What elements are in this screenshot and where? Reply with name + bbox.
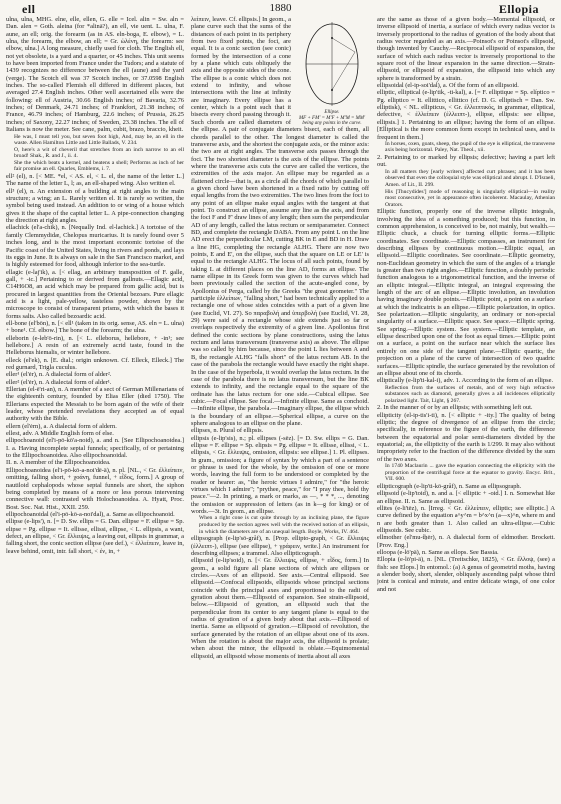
entry-text: ellipsoidal (el-ip-soi'dal), a. Of the form of an ellipsoid. [377, 82, 519, 90]
entry-text: ellest, adv. A Middle English form of else. [6, 430, 114, 438]
running-head-left: ell [22, 2, 36, 16]
dictionary-entry [377, 534, 555, 549]
dictionary-entry [6, 437, 184, 459]
dictionary-entry [6, 134, 184, 147]
entry-text: Ellopia (e-lō'pi-ä), n. [NL. (Treitschke, 1825), < Gr. ἔλλοψ, (see) a fish: see Elops.] In entomol.: (a) A genus of geometrid moths, having a slender body, short, slender, obliquely ascending palpi whose third joint is conical and minute, and entire delicate wings, of one color and not [377, 556, 555, 593]
entry-text: He was, I must tell you, but seven foot high, And, may be, an ell in the waste. Allen Hamilton Little and Little Ballads, V. 234. [14, 133, 184, 147]
dictionary-entry [6, 459, 184, 466]
entry-text: ellipticity (el-ip-tis'i-ti), n. [< elliptic + -ity.] The quality of being elliptic; the degree of divergence of an ellipse from the circle; specifically, in reference to the figure of the earth, the difference between the equatorial and polar semi-diameters divided by the equatorial; as, the ellipticity of the earth is 1/299. It may also without impropriety refer to the fraction of the difference divided by the sum of the two axes. [377, 411, 555, 463]
dictionary-entry [377, 169, 555, 189]
entry-text: Ellerian (el-ē'ri-an), n. A member of a sect of German Millenarians of the eighteenth century, founded by Elias Eller (died 1750). The Ellerians expected the Messiah to be born again of the wife of their leader, whose pretended revelations they accepted as of equal authority with the Bible. [6, 386, 184, 423]
entry-text: O, here's a wit of cheveril that stretches from an inch narrow to an ell broad! Shak., R. and J., ii. 4. [14, 146, 184, 160]
dictionary-entry [6, 379, 184, 386]
dictionary-entry [377, 490, 555, 505]
column-2 [191, 16, 369, 802]
dictionary-entry [6, 147, 184, 160]
dictionary-entry [377, 189, 555, 209]
dictionary-entry [6, 423, 184, 430]
entry-text: His [Thucydides'] mode of reasoning is singularly elliptical—in reality most consecutive, yet in appearance often incoherent. Macaulay, Athenian Orators. [385, 188, 555, 208]
entry-text: ellipochoanoidal (el'i-pō-kō-a-noi'dal), a. Same as ellipochoanoid. [6, 510, 175, 518]
dictionary-columns [6, 16, 555, 802]
entry-text: λείπειν, leave. Cf. ellipsis.] In geom., a plane curve such that the sums of the distances of each point in its periphery from two fixed points, the foci, are equal. It is a conic section (see conic) formed by the intersection of a cone by a plane which cuts obliquely the axis and the opposite sides of the cone. The ellipse is a conic which does not extend to infinity, and whose intersections with the line at infinity are imaginary. Every ellipse has a center, which is a point such that it bisects every chord passing through it. Such chords are called diameters of the ellipse. A pair of conjugate diameters bisect, each of them, all chords parallel to the other. The longest diameter is called the transverse axis, and the shortest the conjugate axis, or the minor axis: the two are at right angles. The transverse axis passes through the foci. The two shortest diameter is the axis of the ellipse. The points where the transverse axis cuts the curve are called the vertices, the extremities of the axis major. An ellipse may be regarded as a flattened circle—that is, as a circle all the chords of which parallel to a given chord have been shortened in a fixed ratio by cutting off equal lengths from the two extremities. The two lines from the foci to any point of an ellipse make equal angles with the tangent at that point. To construct an ellipse, assume any line as the axis, and from the foci F and F' draw lines of any length; then sum the perpendicular AD of any length, called the latus rectum or semiparameter. Connect BD, and complete the rectangle DABA. From any point L on the line AD erect the perpendicular LM, cutting BK in E and BD in H. Draw a line HG, completing the rectangle ALHG. There are now two points, E and E', on the ellipse, such that the square on LE or LE' is equal to the rectangle ALHG. The locus of all such points, found by taking L at different places on the line AD, forms an ellipse. The name ellipse in its Greek form was given to the curves which had been previously called the section of the acute-angled cone, by Apollonius of Perga, called by the Greeks "the great geometer." The participle ἐλλείπων, "falling short," had been technically applied to a rectangle one of whose sides coincides with a part of a given line (see Euclid, VI. 27). So παραβολή and ὑπερβολή (see Euclid, VI. 28, 29) were said of a rectangle whose side extends just so far or overlaps respectively the extremity of a given line. Apollonius first defined the conic sections by plane constructions, using the latus rectum and latus transversum (transverse axis) as above. The ellipse was so called by him because, since the point L lies between A and B, the rectangle ALHG "falls short" of the latus rectum AB. In the case of the parabola the rectangle would have exactly the right shape. In the case of the hyperbola, it would overlap the latus rectum. In the case of the parabola there is no latus transversum, but the line BK extends to infinity, and the rectangle equal to the square of the ordinate has the latus rectum for one side.—Cubical ellipse. See cubic.—Focal ellipse. See focal.—Infinite ellipse. Same as conchoid.—Infinite ellipse, the parabola.—Imaginary ellipse, the ellipse which is the boundary of an ellipse.—Spherical ellipse, a curve on the sphere analogous to an ellipse on the plane. [191, 16, 369, 427]
dictionary-entry [377, 556, 555, 593]
dictionary-entry [377, 141, 555, 154]
entry-text: ell³ (el), n. An extension of a building at right angles to the main structure; a wing; an L. Rarely written el. It is rarely so written, the symbol being used instead. An addition to or wing of a house which gives it the shape of the capital letter L. A pipe-connection changing the direction at right angles. [6, 187, 184, 225]
dictionary-entry [377, 549, 555, 556]
dictionary-entry [377, 404, 555, 411]
dictionary-entry [377, 463, 555, 483]
entry-text: ellites (e-li'tēz), n. [Irreg. < Gr. ἐλλείπειν, elliptic; see elliptic.] A curve defined by the equation a^y^m = b^x^n (a—x)^n, where m and n are both greater than 1. Also called an ultra-ellipse.—Cubic ellipsoids. See cubic. [377, 504, 555, 534]
entry-text: When a right cone is cut quite through by an inclining plane, the figure produced by the section agrees well with the received notion of an ellipsis, in which the diameters are of an unequal length. Boyle, Works, IV. 464. [199, 515, 369, 535]
entry-text: ellipsoid (e-lip'soid), n. [< Gr. ἔλλειψις, ellipse, + εἶδος, form.] In geom., a solid figure all plane sections of which are ellipses or circles.—Axes of an ellipsoid. See axis.—Central ellipsoid. See ellipsoid.—Confocal ellipsoids, ellipsoids whose principal sections coincide with the principal axes and proportional to the radii of gyration about them.—Ellipsoid of expansion. See strain-ellipsoid, below.—Ellipsoid of gyration, an ellipsoid such that the perpendicular from its center to any tangent plane is equal to the radius of gyration of a given body about that axis.—Ellipsoid of inertia. Same as ellipsoid of gyration.—Ellipsoid of revolution, the surface generated by the rotation of an ellipse about one of its axes. When the rotation is about the major axis, the ellipsoid is prolate; when about the minor, the ellipsoid is oblate.—Equimomental ellipsoid, an ellipsoid whose moments of inertia about all axes [191, 557, 369, 660]
entry-text: ellipsoid (e-lip'toid), n. and a. [< elliptic + -oid.] I. n. Somewhat like an ellipse. II. n. Same as ellipsoid. [377, 490, 555, 505]
entry-text: elleborin (e-leb'ō-rin), n. [< L. elleborus, hellebore, + -in¹; see hellebore.] A resin of an extremely acrid taste, found in the Helleborus hiemalis, or winter hellebore. [6, 334, 184, 357]
entry-text: Reflection from the surfaces of metals, and of very high refractive substances such as diamond, generally gives a all incidences elliptically polarized light. Tait, Light, § 267. [385, 384, 555, 404]
entry-text: In 1740 Maclaurin ... gave the equation connecting the ellipticity with the proportion of the centrifugal force at the equator to gravity. Encyc. Brit., VII. 600. [385, 463, 555, 483]
dictionary-entry [6, 335, 184, 357]
entry-text: Elliptic function, properly one of the inverse elliptic integrals, involving the idea of a something produced; but this function, in common apprehension, is conceived to be, not mainly, but wealth.—Elliptic chuck, a chuck for turning elliptic forms.—Elliptic coordinates. See coordinate.—Elliptic compasses, an instrument for describing ellipses by continuous motion.—Elliptic equal, an ellipsoid.—Elliptic coordinates. See coordinate.—Elliptic geometry, non-Euclidean geometry in which the sum of the angles of a triangle is greater than two right angles.—Elliptic function, a doubly periodic function analogous to a trigonometrical function, and the inverse of an elliptic integral.—Elliptic integral, an integral expressing the length of the arc of an ellipse.—Elliptic involution, an involution having imaginary double points.—Elliptic point, a point on a surface at which the indicatrix is an ellipse.—Elliptic polarization, in optics. See polarization.—Elliptic singularity, an ordinary or non-special singularity of a surface.—Elliptic space. See space.—Elliptic spring. See spring.—Elliptic system. See system.—Elliptic template, an ellipse described upon one of the foot as equal times.—Elliptic point on a surface, a point on the surface near which the surface lies entirely on one side of the tangent plane.—Elliptic quartic, the projection on a plane of the curve of intersection of two quadric surfaces.—Elliptic spindle, the surface generated by the revolution of an ellipse about one of its chords. [377, 208, 555, 377]
figure-caption: MF + FM' = M'F + M'M = MM' being any points in the curve. [298, 115, 366, 127]
dictionary-entry [377, 385, 555, 405]
entry-text: ellagic (e-laj'ik), a. [< ellag, an arbitrary transposition of F. galle, gall, + -ic.] Pertaining to or derived from gallnuts.—Ellagic acid, C14H6O8, an acid which may be prepared from gallic acid, but is procured in largest quantities from the Oriental bezoars. Pure ellagic acid is a light, pale-yellow, tasteless powder, shown by the microscope to consist of transparent prisms, with which the bases it forms salts. Also called bezoardic acid. [6, 268, 184, 320]
dictionary-entry [6, 269, 184, 320]
running-head-right: Ellopia [498, 2, 539, 16]
entry-text: ell² (el), n. [< ME. *el, < AS. el, < L. el, the name of the letter L.] The name of the letter L, l; as, an ell-shaped wing. Also written el. [6, 173, 184, 188]
entry-text: ellern (el'ėrn), a. A dialectal form of aldern. [6, 422, 117, 430]
column-3 [377, 16, 555, 802]
entry-text: ellmother (el'mu-ṫẖėr), n. A dialectal form of eldmother. Brockett. [Prov. Eng.] [377, 534, 555, 549]
dictionary-entry [6, 224, 184, 268]
entry-text: ulna, ulna, MHG. elne, elle, ellen, G. elle = Icel. alin = Sw. aln = Dan. alen = Goth. aleina (for *alinā?), an ell, vie uent. L. ulna, F. aune, an ell; orig. the forearm (as in AS. eln-boga, E. elbow), = L. ulna, the forearm, the elbow, an ell; = Gr. ὠλένη, the forearm: see elbow, ulna.] A long measure, chiefly used for cloth. The English ell, not yet obsolete, is a yard and a quarter, or 45 inches. This unit seems to have been imported from France under the Tudors; and a statute of 1439 recognizes no difference between the ell (aune) and the yard (verge). The Scotch ell was 37 Scotch inches, or 37.0598 English inches. The so-called Flemish ell differed in different places, but averaged 27.4 English inches. Other well ascertained ells were the following: ell of Austria, 30.66 English inches; of Bavaria, 32.76 inches; of Denmark, 24.71 inches; of Frankfort, 21.38 inches; of France, 46.79 inches; of Hamburg, 22.6 inches; of Prussia, 26.25 inches; of Saxony, 22.27 inches; of Sweden, 23.38 inches. The ell of Italians is now the meter. See cane, palm, cubit, brazo, braccio, kheit. [6, 16, 184, 134]
entry-text: elliptic, elliptical (e-lip'tik, -ti-kal), a. [= F. elliptique = Sp. elíptico = Pg. elliptico = It. ellittico, ellittico (cf. D. G. elliptisch = Dan. Sw. elliptisk), < NL. ellipticus, < Gr. ἐλλειπτικός, in grammar, elliptical, defective, < ἐλλείπειν (ἐλλειπτ-), ellipse, ellipsis: see ellipse, ellipsis.] 1. Pertaining to an ellipse; having the form of an ellipse. [Elliptical is the more common form except in technical uses, and is frequent in them.] [377, 89, 555, 141]
dictionary-entry [191, 427, 369, 434]
dictionary-entry [377, 208, 555, 377]
dictionary-entry [6, 430, 184, 437]
entry-text: are the same as those of a given body.—Momental ellipsoid, or inverse ellipsoid of inertia, a surface of which every radius vector is inversely proportional to the radius of gyration of the body about that radius vector regarded as an axis.—Poinsot's or Poinsot's ellipsoid, though invented by Cauchy.—Reciprocal ellipsoid of expansion, the surface of which each radius vector is inversely proportional to the square root of the linear expansion in the same direction.—Strain-ellipsoid, or ellipsoid of expansion, the ellipsoid into which any sphere is transformed by a strain. [377, 16, 555, 82]
entry-text: 2. Pertaining to or marked by ellipsis; defective; having a part left out. [377, 154, 555, 169]
entry-text: elliptically (e-lip'ti-kal-i), adv. 1. According to the form of an ellipse. [377, 377, 554, 385]
entry-text: In horses, oxen, goats, sheep, the pupil of the eye is elliptical, the transverse axis being horizontal. Paley, Nat. Theol., xii. [385, 140, 555, 154]
dictionary-entry [191, 535, 369, 557]
column-1 [6, 16, 184, 802]
dictionary-entry [6, 371, 184, 378]
dictionary-entry [377, 82, 555, 89]
entry-text: ellipse (e-lips'), n. [= D. Sw. ellips = G. Dan. ellipse = F. ellipse = Sp. elipse = Pg. ellipse = It. ellisse, ellissi, ellipse, < L. ellipsis, a want, defect, an ellipse, < Gr. ἔλλειψις, a leaving out, ellipsis in grammar, a falling short, the conic section ellipse (see def.), < ἐλλείπειν, leave in, leave behind, omit, intr. fall short, < ἐν, in, + [6, 518, 184, 555]
page-number: 1880 [269, 2, 292, 14]
entry-text: 2. In the manner of or by an ellipsis; with something left out. [377, 404, 533, 412]
entry-text: eller¹ (el'ėr), n. A dialectal form of alder². [6, 371, 112, 379]
dictionary-entry [6, 511, 184, 518]
dictionary-entry [6, 320, 184, 335]
entry-text: elleck (el'ek), n. [E. dial.; origin unknown. Cf. Elleck, Elleck.] The red gurnard, Trigla cuculus. [6, 356, 184, 371]
entry-text: ellipses, n. Plural of ellipsis. [191, 427, 264, 435]
dictionary-entry [6, 467, 184, 511]
ellipse-diagram-icon [295, 18, 369, 110]
entry-text: ellipticograph (e-lip'ti-kō-gråf), n. Same as ellipsograph. [377, 482, 522, 490]
entry-text: ellachick (el'a-chik), n. [Nequally Ind. el-lachick.] A tortoise of the family Clemmydidæ, Chelopus muricarius. It is rarely found over 5 inches long, and is the most important economic tortoise of the Pacific coast of the United States, living in rivers and ponds, and lays its eggs in June. It is always on sale in the San Francisco market, and is highly esteemed for food, although inferior to the sea-turtle. [6, 224, 184, 269]
dictionary-entry [377, 505, 555, 534]
dictionary-entry [191, 557, 369, 660]
entry-text: ellipochoanoid (el'i-pō-kō'a-noid), a. and n. [See Ellipochoanoidea.] I. a. Having incomplete septal funnels; specifically, of or pertaining to the Ellipochoanoidea. Also ellipochoanoidal. [6, 437, 184, 460]
dictionary-entry [6, 386, 184, 423]
dictionary-entry [191, 435, 369, 516]
dictionary-entry [377, 483, 555, 490]
entry-text: She the which beats a kernel, and beatens a shell; Performs as inch of her fair promise an ell. Quarles, Emblems, i. 7. [14, 159, 184, 173]
ellipse-figure [295, 18, 369, 127]
dictionary-entry [377, 154, 555, 169]
entry-text: eller² (el'ėr), n. A dialectal form of alder¹. [6, 378, 112, 386]
page-header [0, 2, 561, 16]
dictionary-entry [6, 173, 184, 188]
entry-text: Ellipochoanoidea (el'i-pō-kō-a-noi'dē-ä), n. pl. [NL., < Gr. ἐλλείπειν, omitting, falling short, + χοάνη, funnel, + εἶδος, form.] A group of nautiloid cephalopods whose septal funnels are short, the siphon being completed by means of a more or less porous intervening connective wall: contrasted with Holochoanoidea. A. Hyatt, Proc. Bost. Soc. Nat. Hist., XXII. 259. [6, 466, 184, 511]
entry-text: ell-bone (el'bōn), n. [< ell¹ (taken in its orig. sense, AS. eln = L. ulna) + bone¹. Cf. elbow.] The bone of the forearm; the ulna. [6, 319, 184, 335]
dictionary-entry [377, 89, 555, 140]
entry-text: elloopa (e-lō'pä), n. Same as ellops. See Bassia. [377, 548, 499, 556]
dictionary-entry [377, 16, 555, 82]
dictionary-entry [377, 412, 555, 463]
entry-text: II. n. A member of the Ellipochoanoidea. [6, 459, 111, 467]
dictionary-entry [377, 377, 555, 384]
figure-title: Ellipse. [324, 110, 340, 115]
dictionary-entry [6, 357, 184, 372]
dictionary-entry [191, 515, 369, 535]
entry-text: ellipsis (e-lip'sis), n.; pl. ellipses (-sēz). [= D. Sw. ellips = G. Dan. ellipse = F. ellipse = Sp. elipsis = Pg. ellipse = It. ellisse, ellissi, < L. ellipsis, < Gr. ἔλλειψις, omission, ellipsis: see ellipse.] 1. Pl. ellipses. In gram., omission; a figure of syntax by which a part of a sentence or phrase is used for the whole, by the omission of one or more words, leaving the full form to be understood or completed by the reader or hearer: as, "the heroic virtues I admire," for "the heroic virtues which I admire"; "prythee, peace," for "I pray thee, hold thy peace."—2. In printing, a mark or marks, as —, * * *, ..., denoting the omission or suppression of letters (as in k—g for king) or of words.—3t. In geom., an ellipse. [191, 434, 369, 516]
dictionary-entry [6, 160, 184, 173]
entry-text: ellipsograph (e-lip'sō-gråf), n. [Prop. ellipto-graph, < Gr. ἔλλειψις (ἐλλειπτ-), ellipse (see ellipse), + γράφειν, write.] An instrument for describing ellipses; a trammel. Also ellipticograph. [191, 535, 369, 557]
dictionary-entry [6, 16, 184, 134]
entry-text: In all matters they [early writers] affected curt phrases; and it has been observed that even the colloquial style was elliptical and abrupt. I. D'Israeli, Amen. of Lit., II. 299. [385, 168, 555, 188]
dictionary-entry [6, 518, 184, 555]
dictionary-entry [6, 188, 184, 225]
